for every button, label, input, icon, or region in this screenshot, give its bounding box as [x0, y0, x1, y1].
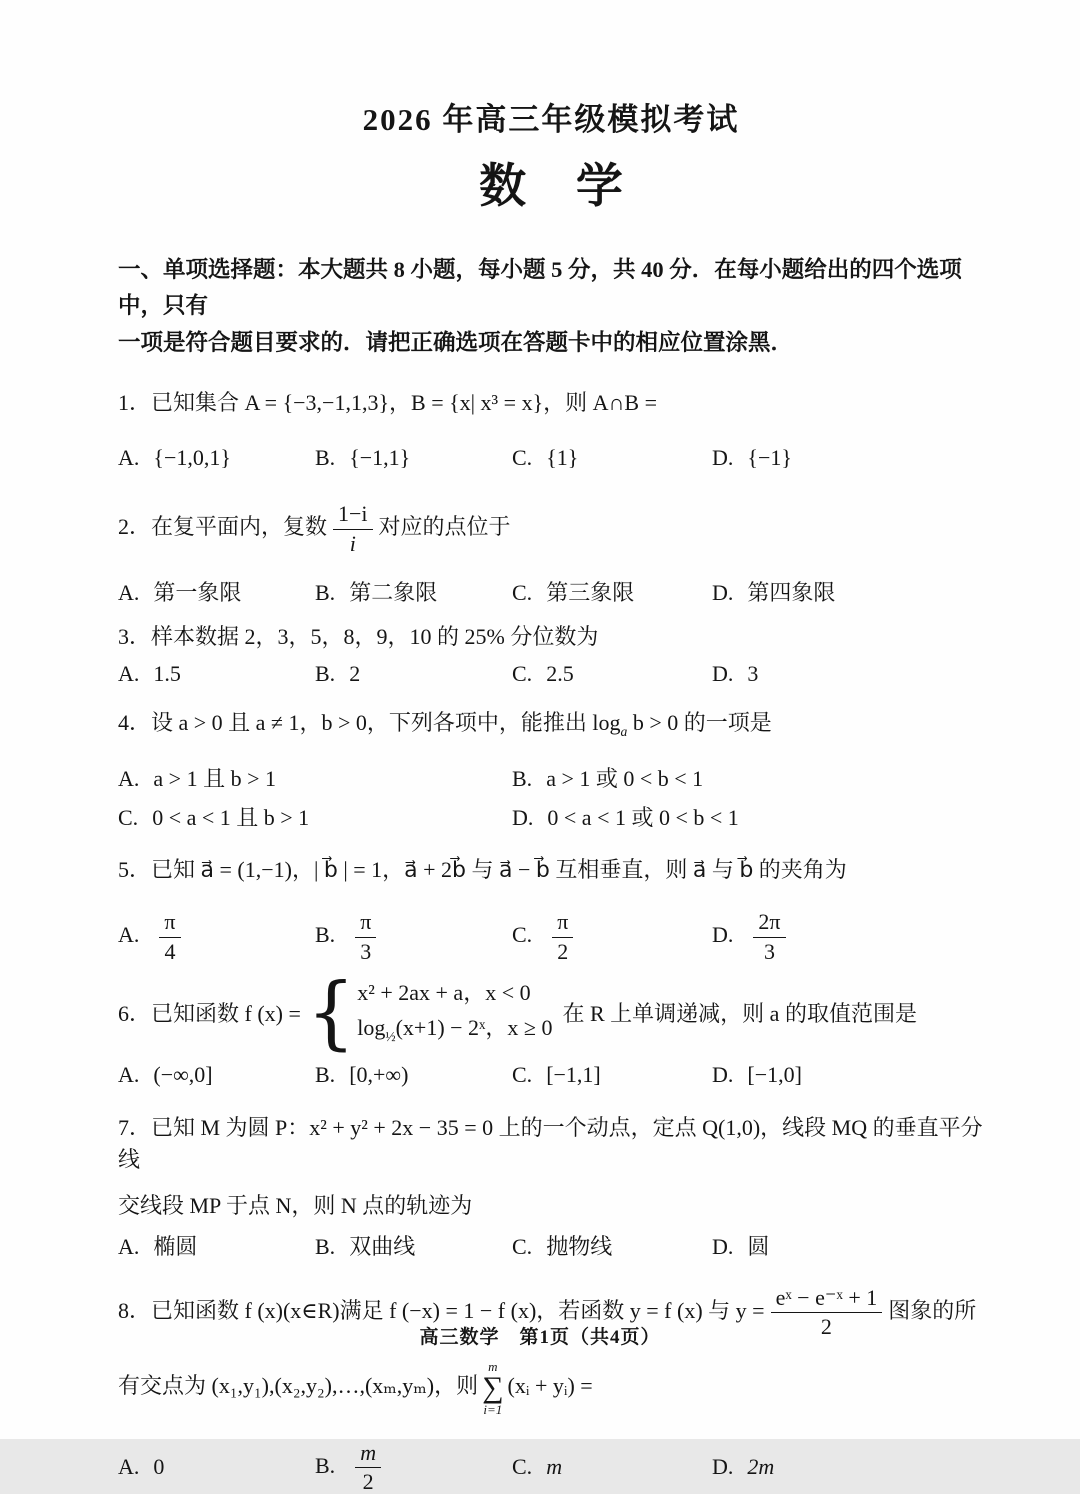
question-2 — [118, 501, 984, 607]
option-text: 第四象限 — [747, 579, 836, 605]
question-2-stem — [118, 501, 984, 556]
option-c — [512, 1062, 712, 1088]
option-text: 3 — [747, 660, 759, 686]
subject-title: 数 学 — [479, 161, 623, 213]
option-c — [512, 576, 712, 607]
option-b — [315, 909, 512, 964]
option-b — [315, 576, 512, 607]
question-7-stem-line1: 7．已知 M 为圆 P：x² + y² + 2x − 35 = 0 上的一个动点，定点 Q(1,0)，线段 MQ 的垂直平分线 — [118, 1115, 983, 1173]
option-label: D. — [712, 579, 734, 605]
option-fraction — [552, 909, 573, 964]
fraction-denominator: i — [333, 529, 373, 556]
sum-lower-limit: i=1 — [483, 1401, 503, 1417]
question-8 — [118, 1285, 984, 1494]
option-text: 2.5 — [546, 660, 574, 686]
question-6 — [118, 964, 984, 1088]
option-text: 1.5 — [153, 660, 181, 686]
option-text: [−1,0] — [747, 1062, 802, 1088]
case-text: log — [357, 1014, 386, 1040]
option-text: {−1,1} — [349, 445, 411, 471]
stem-text: 8．已知函数 f (x)(x∈R)满足 f (−x) = 1 − f (x)，若函数 y = f (x) 与 y = — [118, 1297, 765, 1323]
question-7-stem-line2: 交线段 MP 于点 N，则 N 点的轨迹为 — [118, 1193, 473, 1219]
option-text: 抛物线 — [546, 1234, 613, 1260]
option-text: 双曲线 — [349, 1234, 416, 1260]
question-8-options — [118, 1440, 984, 1494]
option-label: C. — [512, 1234, 533, 1260]
option-c — [512, 1454, 712, 1480]
option-label: A. — [118, 660, 140, 686]
option-b — [315, 661, 512, 687]
option-label: C. — [118, 804, 139, 830]
stem-text: 2．在复平面内，复数 — [118, 514, 328, 539]
option-label: C. — [512, 922, 533, 948]
option-label: A. — [118, 1454, 140, 1480]
piecewise-cases — [357, 979, 552, 1045]
option-a — [118, 909, 315, 964]
stem-text: 对应的点位于 — [378, 514, 511, 539]
option-text: 0 < a < 1 或 0 < b < 1 — [547, 804, 739, 830]
option-text: 圆 — [747, 1234, 770, 1260]
option-d — [712, 576, 984, 607]
option-text: {−1,0,1} — [153, 445, 231, 471]
option-d — [512, 801, 984, 832]
fraction-denominator: 2 — [771, 1312, 883, 1339]
option-c — [512, 445, 712, 471]
section-intro-line2: 一项是符合题目要求的．请把正确选项在答题卡中的相应位置涂黑． — [118, 329, 794, 355]
option-text: [0,+∞) — [349, 1062, 409, 1088]
option-fraction — [753, 909, 785, 964]
option-label: B. — [315, 660, 336, 686]
option-a — [118, 445, 315, 471]
fraction-denominator: 2 — [552, 937, 573, 964]
case-text: (x+1) − 2ˣ，x ≥ 0 — [395, 1014, 553, 1040]
piecewise-brace: { — [306, 964, 356, 1059]
case-row — [357, 1014, 552, 1046]
exam-title: 2026 年高三年级模拟考试 — [362, 102, 740, 137]
option-text: {1} — [546, 445, 579, 471]
option-d — [712, 1230, 984, 1261]
stem-text: 有交点为 (x₁,y₁),(x₂,y₂),…,(xₘ,yₘ)，则 — [118, 1372, 479, 1398]
option-b — [315, 445, 512, 471]
stem-text: b > 0 的一项是 — [627, 709, 772, 735]
option-text: 椭圆 — [153, 1234, 198, 1260]
option-label: A. — [118, 445, 140, 471]
option-text: 2m — [747, 1454, 775, 1480]
option-d — [712, 1454, 984, 1480]
option-d — [712, 1062, 984, 1088]
question-1 — [118, 387, 984, 471]
option-label: A. — [118, 922, 140, 948]
fraction-numerator: 2π — [758, 909, 781, 935]
sigma-glyph: ∑ — [482, 1370, 504, 1404]
fraction-denominator: 3 — [753, 937, 785, 964]
option-d — [712, 661, 984, 687]
option-d — [712, 909, 984, 964]
option-label: D. — [712, 445, 734, 471]
stem-text: 在 R 上单调递减，则 a 的取值范围是 — [562, 1000, 917, 1026]
question-4 — [118, 707, 984, 832]
option-label: D. — [712, 1062, 734, 1088]
option-text: 第三象限 — [546, 579, 635, 605]
option-text: 2 — [349, 660, 361, 686]
question-5-stem: 5．已知 a⃗ = (1,−1)，| b⃗ | = 1，a⃗ + 2b⃗ 与 a⃗ − b⃗ 互相垂直，则 a⃗ 与 b⃗ 的夹角为 — [118, 856, 847, 882]
option-text: 第一象限 — [153, 579, 242, 605]
question-7-options — [118, 1230, 984, 1261]
question-5-options — [118, 909, 984, 964]
option-label: D. — [512, 804, 534, 830]
option-b — [315, 1440, 512, 1494]
option-label: D. — [712, 922, 734, 948]
inline-fraction — [333, 501, 373, 556]
option-a — [118, 661, 315, 687]
option-label: D. — [712, 1234, 734, 1260]
question-3-options — [118, 661, 984, 687]
option-label: D. — [712, 660, 734, 686]
option-c — [512, 1230, 712, 1261]
question-8-stem-line2 — [118, 1360, 984, 1416]
question-5 — [118, 854, 984, 964]
question-6-stem — [118, 964, 984, 1059]
option-label: B. — [512, 765, 533, 791]
option-text: 0 — [153, 1454, 165, 1480]
option-c — [512, 661, 712, 687]
option-fraction — [355, 1440, 381, 1494]
fraction-denominator: 4 — [159, 937, 180, 964]
stem-text: 6．已知函数 f (x) = — [118, 1000, 301, 1026]
option-a — [118, 1062, 315, 1088]
option-label: A. — [118, 1234, 140, 1260]
summation-symbol — [482, 1360, 503, 1416]
option-fraction — [355, 909, 376, 964]
question-7 — [118, 1112, 984, 1261]
option-text: 第二象限 — [349, 579, 438, 605]
page-footer: 高三数学 第1页（共4页） — [419, 1327, 661, 1348]
option-b — [315, 1230, 512, 1261]
option-label: A. — [118, 1062, 140, 1088]
option-c — [512, 909, 712, 964]
option-label: C. — [512, 660, 533, 686]
fraction-denominator: 2 — [355, 1467, 381, 1494]
fraction-numerator: m — [360, 1439, 377, 1465]
option-text: {−1} — [747, 445, 792, 471]
option-label: C. — [512, 579, 533, 605]
fraction-denominator: 3 — [355, 937, 376, 964]
option-text: a > 1 且 b > 1 — [153, 765, 276, 791]
option-label: C. — [512, 1454, 533, 1480]
fraction-numerator: π — [360, 909, 372, 935]
fraction-numerator: π — [557, 909, 569, 935]
option-label: A. — [118, 765, 140, 791]
option-label: B. — [315, 579, 336, 605]
option-label: A. — [118, 579, 140, 605]
option-text: 0 < a < 1 且 b > 1 — [152, 804, 310, 830]
option-label: B. — [315, 445, 336, 471]
option-text: (−∞,0] — [153, 1062, 213, 1088]
log-base-subscript: ½ — [385, 1028, 396, 1044]
option-d — [712, 445, 984, 471]
sum-upper-limit: m — [488, 1358, 498, 1374]
question-1-stem: 1．已知集合 A = {−3,−1,1,3}，B = {x| x³ = x}，则 A∩B = — [118, 390, 657, 416]
option-label: C. — [512, 1062, 533, 1088]
fraction-numerator: π — [164, 909, 176, 935]
option-label: B. — [315, 1452, 336, 1478]
option-text: [−1,1] — [546, 1062, 601, 1088]
question-4-options — [118, 762, 984, 832]
option-label: D. — [712, 1454, 734, 1480]
question-6-options — [118, 1062, 984, 1088]
option-a — [118, 576, 315, 607]
option-c — [118, 801, 512, 832]
option-a — [118, 1230, 315, 1261]
option-b — [512, 762, 984, 793]
case-row: x² + 2ax + a，x < 0 — [357, 980, 531, 1006]
option-b — [315, 1062, 512, 1088]
option-fraction — [159, 909, 180, 964]
section-intro — [118, 252, 984, 361]
option-label: C. — [512, 445, 533, 471]
option-text: m — [546, 1454, 563, 1480]
stem-text: 图象的所 — [888, 1297, 977, 1323]
option-a — [118, 762, 512, 793]
question-3 — [118, 621, 984, 687]
option-text: a > 1 或 0 < b < 1 — [546, 765, 704, 791]
fraction-numerator: eˣ − e⁻ˣ + 1 — [775, 1285, 878, 1311]
option-label: B. — [315, 922, 336, 948]
question-1-options — [118, 445, 984, 471]
stem-text: 4．设 a > 0 且 a ≠ 1，b > 0，下列各项中，能推出 log — [118, 709, 621, 735]
stem-text: (xᵢ + yᵢ) = — [507, 1372, 593, 1398]
fraction-numerator: 1−i — [338, 501, 368, 527]
section-intro-line1: 一、单项选择题：本大题共 8 小题，每小题 5 分，共 40 分．在每小题给出的四个选项中，只有 — [118, 257, 962, 319]
log-base-subscript: a — [620, 723, 628, 739]
question-2-options — [118, 576, 984, 607]
question-4-stem — [118, 707, 984, 742]
option-label: B. — [315, 1234, 336, 1260]
option-label: B. — [315, 1062, 336, 1088]
question-3-stem: 3．样本数据 2，3，5，8，9，10 的 25% 分位数为 — [118, 623, 599, 649]
option-a — [118, 1454, 315, 1480]
